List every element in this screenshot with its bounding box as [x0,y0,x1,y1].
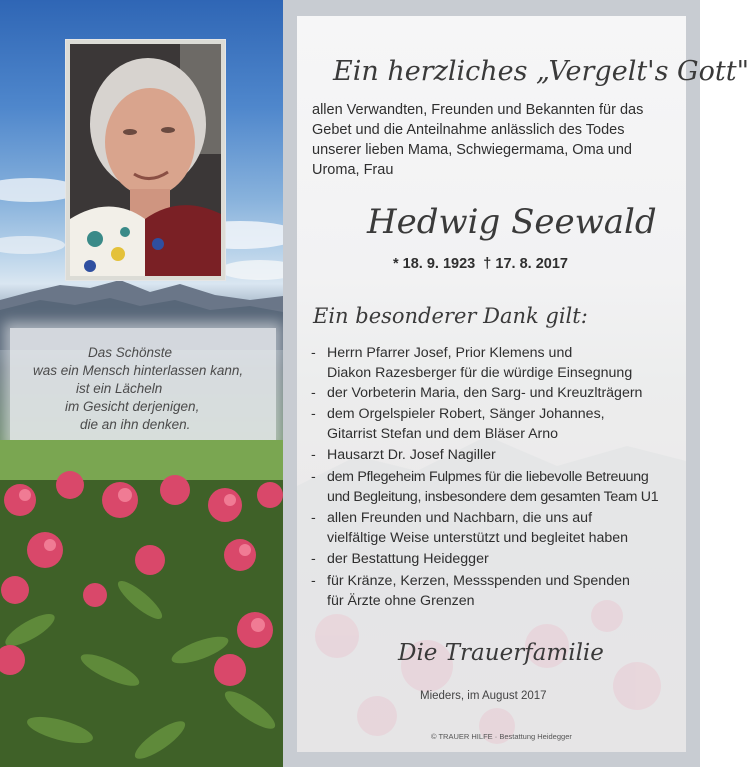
alpine-roses-image [0,440,283,767]
left-panel [0,0,283,767]
life-dates: * 18. 9. 1923 † 17. 8. 2017 [393,256,568,272]
portrait-photo [66,40,225,280]
place-date: Mieders, im August 2017 [420,690,547,702]
thanks-item-2-line-1: der Vorbeterin Maria, den Sarg- und Kreuzlträgern [327,385,643,401]
portrait-figure [70,44,221,276]
quote-line-3: ist ein Lächeln [76,381,163,396]
intro-line-1: allen Verwandten, Freunden und Bekannten für das [312,102,644,118]
quote-line-5: die an ihn denken. [80,417,191,432]
thanks-item-1-line-1: Herrn Pfarrer Josef, Prior Klemens und [327,345,573,361]
thanks-item-4-line-1: Hausarzt Dr. Josef Nagiller [327,447,496,463]
heading-thanks: Ein herzliches „Vergelt's Gott" [333,56,749,87]
thanks-item-8-line-2: für Ärzte ohne Grenzen [327,593,475,609]
thanks-item-5-line-1: dem Pflegeheim Fulpmes für die liebevolle Betreuung [327,469,649,485]
quote-line-4: im Gesicht derjenigen, [65,399,200,414]
right-panel [283,0,749,767]
thanks-item-7-line-1: der Bestattung Heidegger [327,551,489,567]
thanks-item-3-line-1: dem Orgelspieler Robert, Sänger Johannes, [327,406,605,422]
thanks-item-5-line-2: und Begleitung, insbesondere dem gesamten Team U1 [327,489,659,505]
signature: Die Trauerfamilie [398,640,604,666]
thanks-item-6-line-2: vielfältige Weise unterstützt und begleitet haben [327,530,629,546]
intro-line-4: Uroma, Frau [312,162,394,178]
quote-line-1: Das Schönste [88,345,173,360]
thanks-item-1-line-2: Diakon Razesberger für die würdige Einsegnung [327,365,633,381]
thanks-heading: Ein besonderer Dank gilt: [313,304,588,328]
thanks-item-6-line-1: allen Freunden und Nachbarn, die uns auf [327,510,593,526]
thanks-item-8-line-1: für Kränze, Kerzen, Messspenden und Spenden [327,573,630,589]
thanks-item-3-line-2: Gitarrist Stefan und dem Bläser Arno [327,426,559,442]
quote-line-2: was ein Mensch hinterlassen kann, [33,363,244,378]
intro-line-3: unserer lieben Mama, Schwiegermama, Oma und [312,142,632,158]
deceased-name: Hedwig Seewald [367,202,657,242]
intro-line-2: Gebet und die Anteilnahme anlässlich des Todes [312,122,625,138]
footer-credit: © TRAUER HILFE · Bestattung Heidegger [431,732,572,741]
memorial-quote [10,328,276,444]
thank-you-card: Ein herzliches „Vergelt's Gott" allen Verwandten, Freunden und Bekannten für das Gebet und die Anteilnahme anlässlich des Todes unserer lieben Mama, Schwiegermama, Oma und Uroma, Frau Hedwig Seewald * 18. 9. 1923 † 17. 8. 2017 Ein besonderer Dank gilt: - Herrn Pfarrer Josef, Prior Klemens und Diakon Razesberger für die würdige Einsegnung - der Vorbeterin Maria, den Sarg- und Kreuzlträgern - dem Orgelspieler Robert, Sänger Johannes, Gitarrist Stefan und dem Bläser Arno - Hausarzt Dr. Josef Nagiller - dem Pflegeheim Fulpmes für die liebevolle Betreuung und Begleitung, insbesondere dem gesamten Team U1 - allen Freunden und Nachbarn, die uns auf vielfältige Weise unterstützt und begleitet haben - der Bestattung Heidegger - für Kränze, Kerzen, Messspenden und Spenden für Ärzte ohne Grenzen Die Trauerfamilie Mieders, im August 2017 © TRAUER HILFE · Bestattung Heidegger [297,16,686,752]
